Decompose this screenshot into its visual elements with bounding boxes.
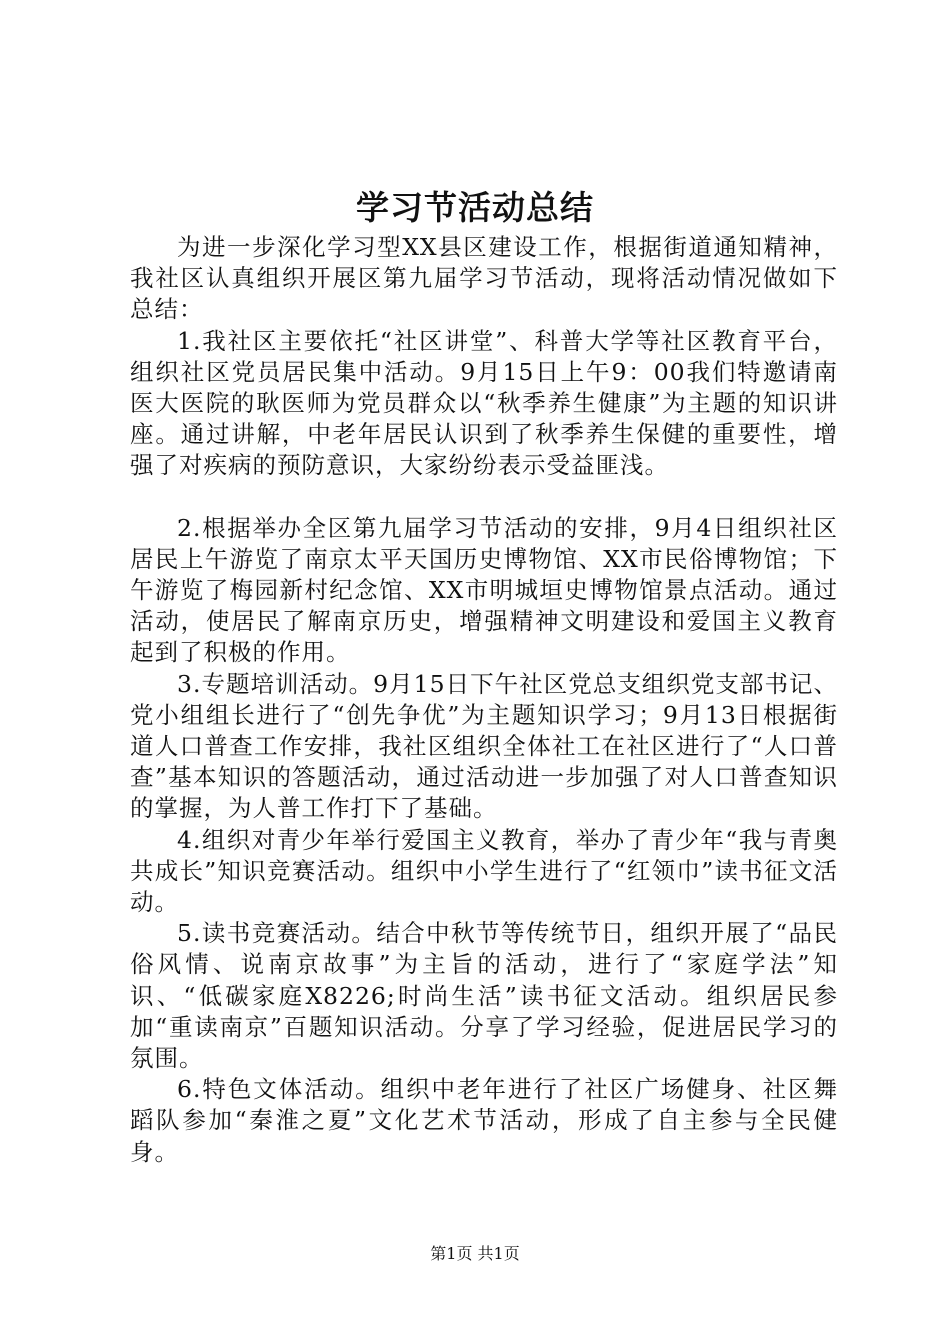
page-footer: 第1页 共1页 — [430, 1244, 520, 1263]
document-body — [130, 232, 838, 1168]
document-title: 学习节活动总结 — [356, 188, 594, 227]
paragraph-item-1: 1.我社区主要依托“社区讲堂”、科普大学等社区教育平台，组织社区党员居民集中活动。9月15日上午9：00我们特邀请南医大医院的耿医师为党员群众以“秋季养生健康”为主题的知识讲座。通过讲解，中老年居民认识到了秋季养生保健的重要性，增强了对疾病的预防意识，大家纷纷表示受益匪浅。 — [130, 326, 838, 480]
paragraph-item-2: 2.根据举办全区第九届学习节活动的安排，9月4日组织社区居民上午游览了南京太平天国历史博物馆、XX市民俗博物馆；下午游览了梅园新村纪念馆、XX市明城垣史博物馆景点活动。通过活动，使居民了解南京历史，增强精神文明建设和爱国主义教育起到了积极的作用。 — [130, 513, 838, 667]
paragraph-item-6: 6.特色文体活动。组织中老年进行了社区广场健身、社区舞蹈队参加“秦淮之夏”文化艺术节活动，形成了自主参与全民健身。 — [130, 1075, 838, 1166]
paragraph-item-4: 4.组织对青少年举行爱国主义教育，举办了青少年“我与青奥共成长”知识竞赛活动。组织中小学生进行了“红领巾”读书征文活动。 — [130, 825, 838, 917]
paragraph-item-5: 5.读书竞赛活动。结合中秋节等传统节日，组织开展了“品民俗风情、说南京故事”为主旨的活动，进行了“家庭学法”知识、“低碳家庭X8226;时尚生活”读书征文活动。组织居民参加“重读南京”百题知识活动。分享了学习经验，促进居民学习的氛围。 — [130, 919, 838, 1073]
paragraph-item-3: 3.专题培训活动。9月15日下午社区党总支组织党支部书记、党小组组长进行了“创先争优”为主题知识学习；9月13日根据街道人口普查工作安排，我社区组织全体社工在社区进行了“人口普查”基本知识的答题活动，通过活动进一步加强了对人口普查知识的掌握，为人普工作打下了基础。 — [130, 669, 838, 823]
intro-paragraph: 为进一步深化学习型XX县区建设工作，根据街道通知精神，我社区认真组织开展区第九届学习节活动，现将活动情况做如下总结： — [130, 233, 838, 324]
